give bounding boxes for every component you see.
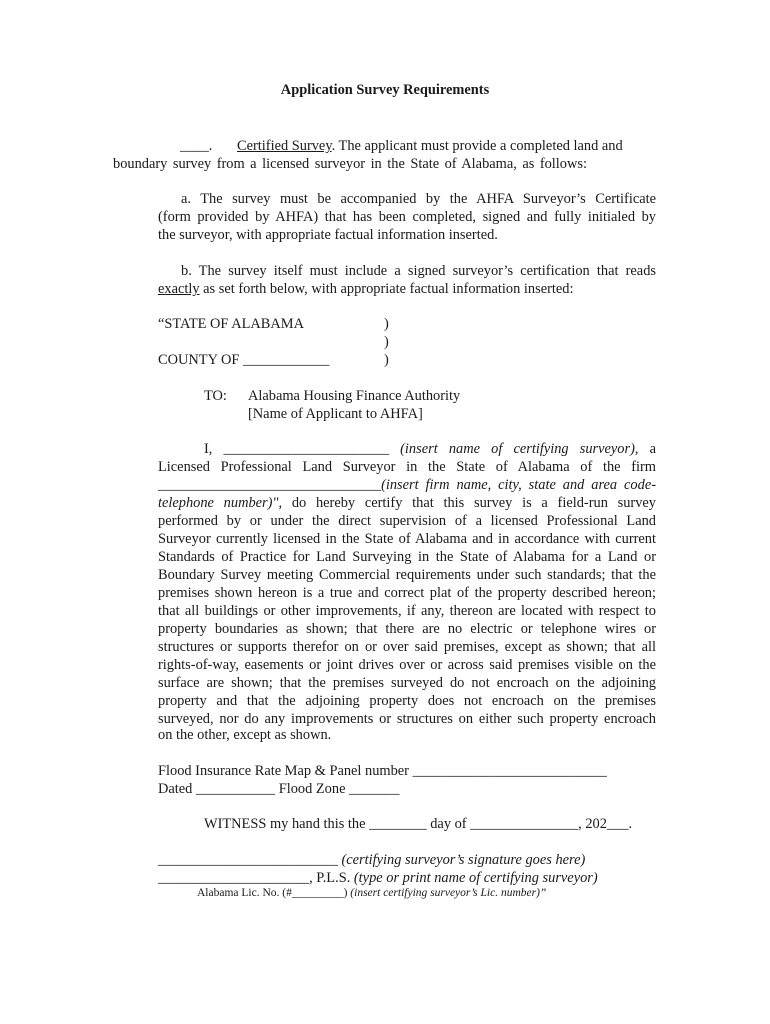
item-b-line-2-rest: as set forth below, with appropriate factual information inserted:	[199, 281, 574, 297]
caption-paren-2: )	[384, 334, 389, 350]
item-a-line-2: (form provided by AHFA) that has been completed, signed and fully initialed by	[158, 209, 656, 225]
item-b-line-2	[158, 280, 573, 298]
cert-body-line: Surveyor currently licensed in the State of Alabama and in accordance with current	[158, 531, 656, 547]
cert-body-line: that all buildings or other improvements, if any, thereon are located with respect to	[158, 603, 656, 619]
cert-body-line: performed by or under the direct supervision of a licensed Professional Land	[158, 513, 656, 529]
cert-line-4	[158, 494, 656, 512]
cert-line-4-b: , do hereby certify that this survey is a field-run survey	[278, 495, 656, 511]
item-b-line-1: b. The survey itself must include a signed surveyor’s certification that reads	[181, 263, 656, 279]
license-blank: Alabama Lic. No. (#_________)	[197, 887, 351, 899]
intro-line-1-rest: . The applicant must provide a completed land and	[331, 138, 623, 154]
license-line	[197, 886, 546, 900]
exactly-word: exactly	[158, 281, 200, 297]
cert-line-3-a: _______________________________	[158, 477, 382, 493]
certified-survey-label: Certified Survey	[237, 138, 332, 154]
cert-body-line: property boundaries as shown; that there are no electric or telephone wires or	[158, 621, 656, 637]
cert-line-3-b: (insert firm name, city, state and area code-	[381, 477, 656, 493]
signature-blank: _________________________	[158, 852, 342, 868]
cert-body-line: premises shown hereon is a true and correct plat of the property described hereon;	[158, 585, 656, 601]
to-label: TO:	[204, 388, 227, 404]
cert-body-line: Standards of Practice for Land Surveying in the State of Alabama for a Land or	[158, 549, 656, 565]
flood-zone-line: Dated ___________ Flood Zone _______	[158, 781, 400, 797]
to-line-1: Alabama Housing Finance Authority	[248, 388, 461, 404]
caption-county: COUNTY OF ____________	[158, 352, 330, 368]
cert-body-line: rights-of-way, easements or joint drives over or across said premises visible on the	[158, 657, 656, 673]
caption-paren-1: )	[384, 316, 389, 332]
license-note: (insert certifying surveyor’s Lic. number)”	[350, 887, 547, 899]
cert-line-3	[158, 476, 656, 494]
signature-note: (certifying surveyor’s signature goes here)	[341, 852, 586, 868]
caption-paren-3: )	[384, 352, 389, 368]
cert-body-line: surveyed, nor do any improvements or structures on either such property encroach	[158, 711, 656, 727]
cert-line-1-b: (insert name of certifying surveyor)	[400, 441, 635, 457]
cert-last-line: on the other, except as shown.	[158, 727, 332, 743]
witness-line: WITNESS my hand this the ________ day of _______________, 202___.	[204, 816, 633, 832]
cert-body-line: surface are shown; that the premises surveyed do not encroach on the adjoining	[158, 675, 656, 691]
caption-state: “STATE OF ALABAMA	[158, 316, 304, 332]
cert-line-1-a: I, _______________________	[204, 441, 401, 457]
cert-line-2: Licensed Professional Land Surveyor in the State of Alabama of the firm	[158, 459, 656, 475]
signature-line	[158, 851, 585, 869]
intro-line-2: boundary survey from a licensed surveyor in the State of Alabama, as follows:	[113, 156, 587, 172]
cert-line-4-a: telephone number)"	[158, 495, 279, 511]
item-a-line-3: the surveyor, with appropriate factual information inserted.	[158, 227, 498, 243]
cert-line-1	[204, 440, 656, 458]
pls-blank: _____________________, P.L.S.	[158, 870, 354, 886]
cert-body-line: Boundary Survey meeting Commercial requirements under such standards; that the	[158, 567, 656, 583]
document-title: Application Survey Requirements	[280, 82, 490, 98]
intro-line-1	[237, 137, 623, 155]
pls-note: (type or print name of certifying surveyor)	[353, 870, 598, 886]
intro-blank: ____.	[180, 138, 213, 154]
flood-map-line: Flood Insurance Rate Map & Panel number ___________________________	[158, 763, 607, 779]
cert-body-line: property and that the adjoining property does not encroach on the premises	[158, 693, 656, 709]
cert-body-line: structures or supports therefor on or over said premises, except as shown; that all	[158, 639, 656, 655]
pls-line	[158, 869, 598, 887]
to-line-2: [Name of Applicant to AHFA]	[248, 406, 423, 422]
cert-line-1-c: , a	[634, 441, 656, 457]
item-a-line-1: a. The survey must be accompanied by the AHFA Surveyor’s Certificate	[181, 191, 656, 207]
